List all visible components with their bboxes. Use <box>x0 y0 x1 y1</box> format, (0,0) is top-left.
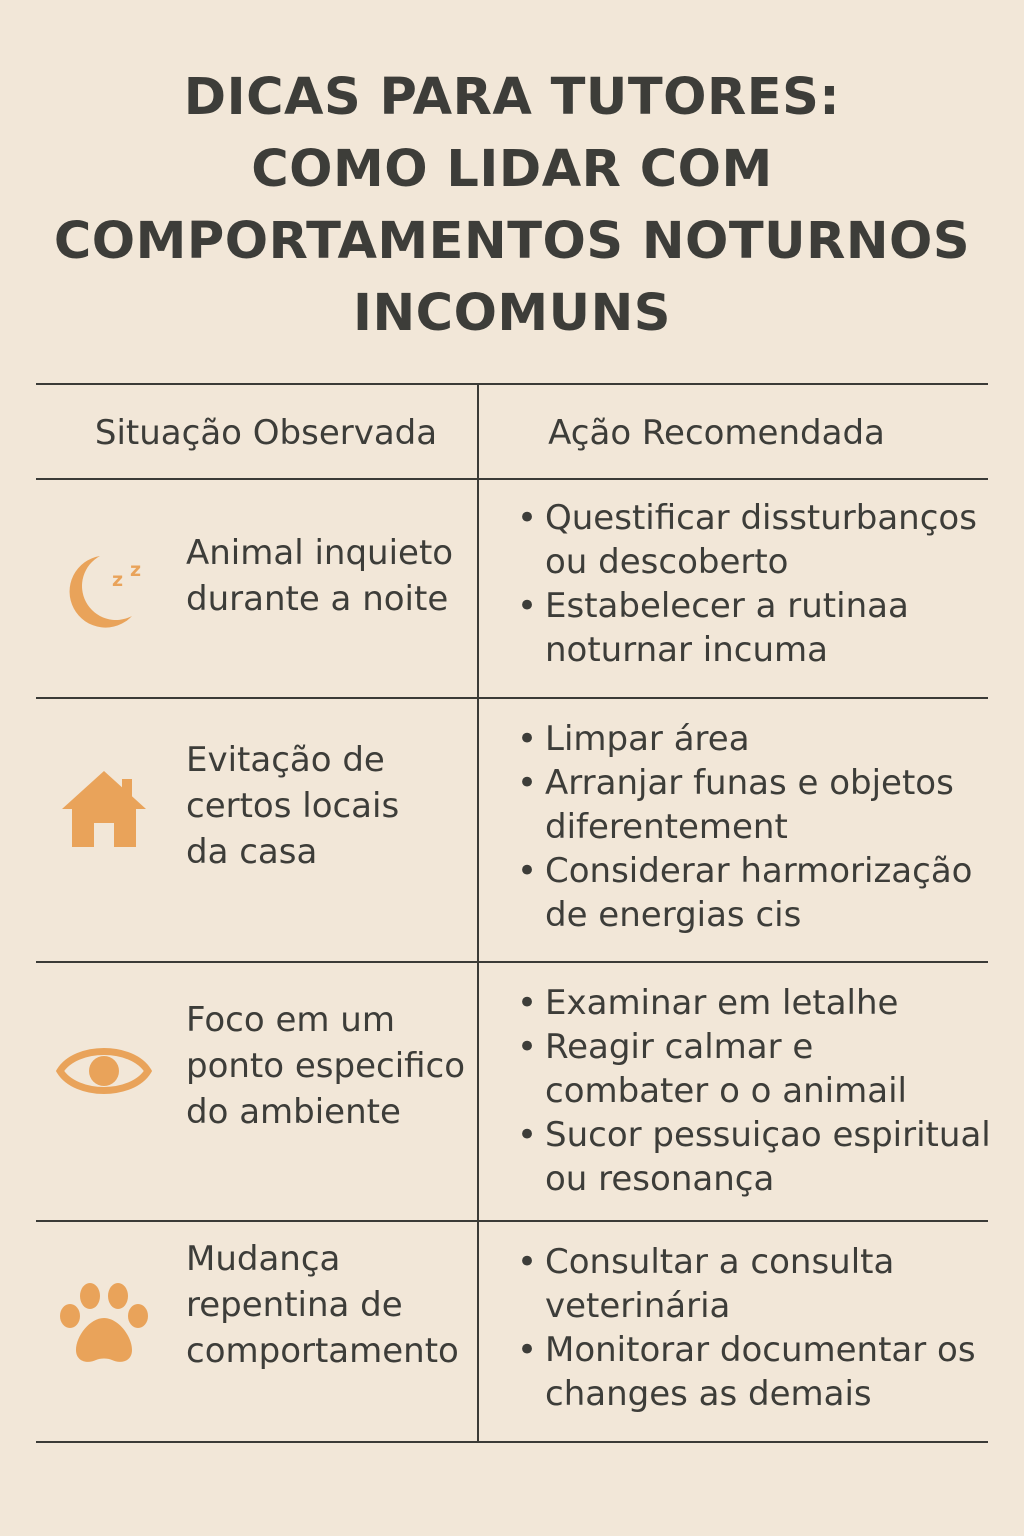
list-item <box>514 1240 984 1328</box>
situation-line: comportamento <box>186 1331 459 1371</box>
bullet: • <box>517 1330 538 1370</box>
table-row <box>36 963 991 1220</box>
action-line: ou descoberto <box>545 542 789 582</box>
situation-text <box>186 530 476 622</box>
action-list <box>514 981 991 1201</box>
house-icon <box>56 761 152 857</box>
svg-text:z: z <box>130 559 142 581</box>
page-title <box>40 62 984 350</box>
svg-text:z: z <box>112 569 124 591</box>
header-situation: Situação Observada <box>94 412 438 453</box>
bullet: • <box>517 1242 538 1282</box>
action-line: Reagir calmar e <box>545 1027 814 1067</box>
situation-line: Foco em um <box>186 1000 395 1040</box>
action-line: veterinária <box>545 1286 731 1326</box>
bullet: • <box>517 1115 538 1155</box>
situation-line: repentina de <box>186 1285 403 1325</box>
title-line-2: COMO LIDAR COM <box>251 140 773 199</box>
action-line: Arranjar funas e objetos <box>545 763 954 803</box>
bullet: • <box>517 498 538 538</box>
action-line: Consultar a consulta <box>545 1242 895 1282</box>
tips-table <box>36 383 991 1443</box>
action-line: Limpar área <box>545 719 750 759</box>
list-item <box>514 1328 984 1416</box>
list-item <box>514 496 984 584</box>
action-list <box>514 717 984 937</box>
situation-line: certos locais <box>186 786 400 826</box>
situation-text <box>186 737 476 875</box>
situation-line: da casa <box>186 832 318 872</box>
situation-line: Animal inquieto <box>186 533 454 573</box>
action-line: combater o o animail <box>545 1071 907 1111</box>
situation-line: durante a noite <box>186 579 449 619</box>
title-line-3: COMPORTAMENTOS NOTURNOS <box>53 212 971 271</box>
action-line: Questificar dissturbanços <box>545 498 977 538</box>
table-row <box>36 480 988 697</box>
situation-text <box>186 1236 476 1374</box>
situation-line: Evitação de <box>186 740 385 780</box>
action-line: ou resonança <box>545 1159 775 1199</box>
situation-line: do ambiente <box>186 1092 401 1132</box>
list-item <box>514 849 984 937</box>
action-line: de energias cis <box>545 895 802 935</box>
list-item <box>514 761 984 849</box>
bullet: • <box>517 719 538 759</box>
action-list <box>514 496 984 672</box>
action-line: Monitorar documentar os <box>545 1330 976 1370</box>
situation-line: Mudança <box>186 1239 341 1279</box>
action-list <box>514 1240 984 1416</box>
action-line: Estabelecer a rutinaa <box>545 586 909 626</box>
situation-text <box>186 997 476 1135</box>
action-line: Examinar em letalhe <box>545 983 899 1023</box>
bullet: • <box>517 1027 538 1067</box>
list-item <box>514 1113 991 1201</box>
action-line: changes as demais <box>545 1374 872 1414</box>
paw-icon <box>56 1278 152 1374</box>
bullet: • <box>517 983 538 1023</box>
table-row <box>36 699 988 961</box>
table-row <box>36 1222 988 1441</box>
title-line-4: INCOMUNS <box>352 284 672 343</box>
bullet: • <box>517 851 538 891</box>
moon-zzz-icon <box>56 542 152 638</box>
list-item <box>514 981 984 1025</box>
header-action: Ação Recomendada <box>548 412 885 453</box>
action-line: Sucor pessuiçao espiritual <box>545 1115 991 1155</box>
bullet: • <box>517 586 538 626</box>
eye-icon <box>56 1023 152 1119</box>
action-line: diferentement <box>545 807 788 847</box>
title-line-1: DICAS PARA TUTORES: <box>183 68 841 127</box>
bullet: • <box>517 763 538 803</box>
action-line: Considerar harmorização <box>545 851 973 891</box>
table-rule <box>36 1441 988 1443</box>
list-item <box>514 717 984 761</box>
list-item <box>514 584 984 672</box>
situation-line: ponto especifico <box>186 1046 466 1086</box>
list-item <box>514 1025 984 1113</box>
action-line: noturnar incuma <box>545 630 828 670</box>
